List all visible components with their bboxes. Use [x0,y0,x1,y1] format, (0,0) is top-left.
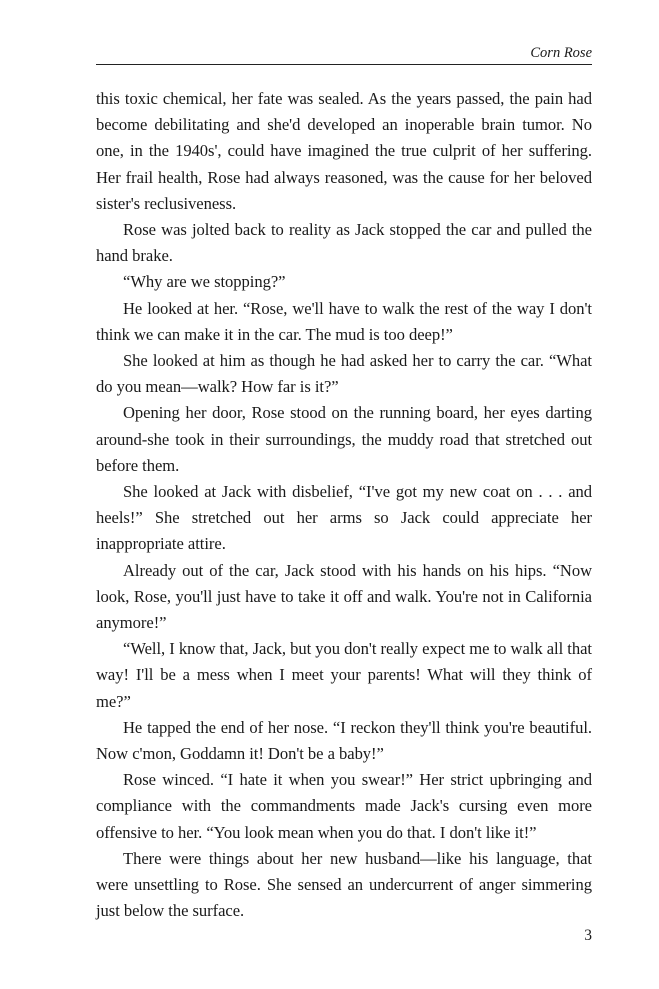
paragraph: “Why are we stopping?” [123,272,286,292]
paragraph: this toxic chemical, her fate was sealed. As the years passed, the pain had become debilitating and she'd developed an inoperable brain tumor. No one, in the 1940s', could have imagined the true culprit of her suffering. Her frail health, Rose had always reasoned, was the cause for her beloved sister's reclusiveness. [96,89,592,213]
paragraph: She looked at Jack with disbelief, “I've got my new coat on . . . and heels!” She stretched out her arms so Jack could appreciate her inappropriate attire. [96,482,592,554]
paragraph: There were things about her new husband—like his language, that were unsettling to Rose. She sensed an undercurrent of anger simmering just below the surface. [96,848,592,921]
paragraph: Opening her door, Rose stood on the running board, her eyes darting around-she took in their surroundings, the muddy road that stretched out before them. [96,403,592,475]
paragraph: Rose was jolted back to reality as Jack stopped the car and pulled the hand brake. [96,220,592,266]
paragraph: Rose winced. “I hate it when you swear!” Her strict upbringing and compliance with the commandments made Jack's cursing even more offensive to her. “You look mean when you do that. I don't like it!” [96,770,592,842]
paragraph: Already out of the car, Jack stood with his hands on his hips. “Now look, Rose, you'll just have to take it off and walk. You're not in California anymore!” [96,560,592,633]
running-head-title: Corn Rose [530,45,592,61]
page-number: 3 [584,927,592,944]
paragraph: She looked at him as though he had asked her to carry the car. “What do you mean—walk? How far is it?” [96,351,592,397]
paragraph: He looked at her. “Rose, we'll have to walk the rest of the way I don't think we can make it in the car. The mud is too deep!” [96,298,592,344]
page-body [96,86,592,925]
running-header [96,44,592,65]
paragraph: “Well, I know that, Jack, but you don't really expect me to walk all that way! I'll be a mess when I meet your parents! What will they think of me?” [96,639,592,711]
paragraph: He tapped the end of her nose. “I reckon they'll think you're beautiful. Now c'mon, Goddamn it! Don't be a baby!” [96,717,592,764]
